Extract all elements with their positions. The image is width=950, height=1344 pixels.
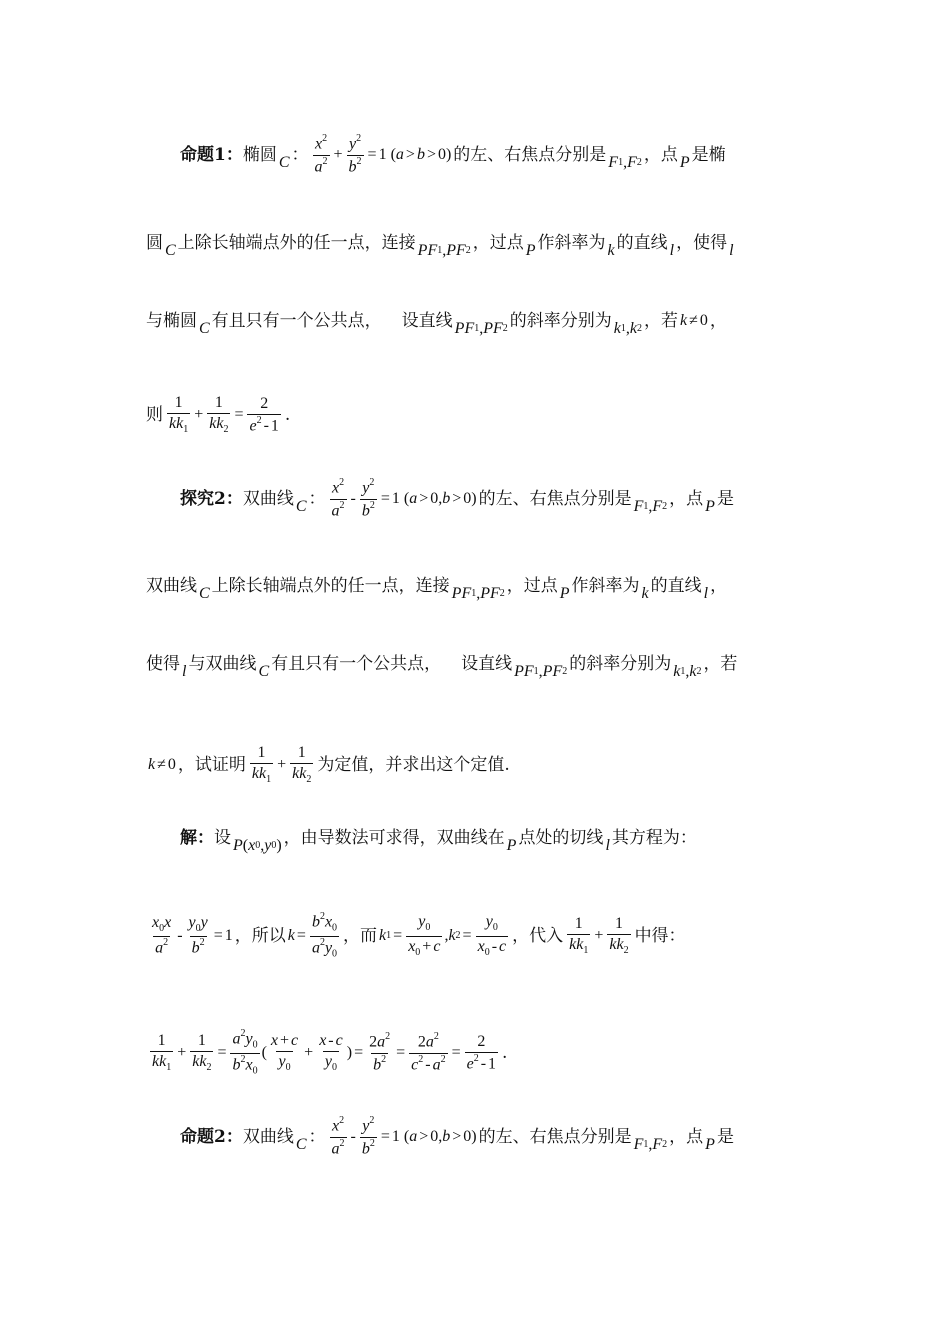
text: 的左、右焦点分别是 [478,1126,632,1147]
exploration-2-line-2 [146,568,810,604]
text: ， [709,310,727,331]
exploration-2-label: 探究2： [180,488,243,509]
math-C: C [258,663,270,680]
colon: ： [291,144,309,165]
proposition-1-line-2 [146,225,810,261]
text: ，所以 [234,925,286,946]
text: ，点 [669,1126,704,1147]
text: 上除长轴端点外的任一点，连接 [211,575,450,596]
proposition-2-label: 命题2： [180,1126,243,1147]
math-P: P [559,585,570,602]
math-P: P [506,837,517,854]
math-P: P [705,498,715,515]
text: 有且只有一个公共点， [211,310,382,331]
text: ，代入 [512,925,564,946]
exploration-2-line-3 [146,646,810,682]
math-P: P [525,242,536,259]
colon: ： [308,488,326,509]
proposition-1-line-3 [146,303,810,339]
text: 作斜率为 [537,232,606,253]
text: 双曲线 [242,1126,294,1147]
proposition-1-label: 命题1： [180,144,243,165]
exploration-2-line-1 [180,477,810,521]
math-C: C [165,242,176,259]
tangent-equation: $\frac{x_0x}{a^2}$ - $\frac{y_0y}{b^2}$ = 1 [152,914,233,957]
colon: ： [308,1126,326,1147]
text: 设直线 [401,310,453,331]
math-l: l [605,837,610,854]
math-PF1PF2: PF 1 , PF 2 [417,242,471,259]
math-l: l [729,242,734,259]
text: 是 [716,488,734,509]
sum-expression: $\frac{1}{kk_1}$ + $\frac{1}{kk_2}$ [251,743,312,786]
text: 的斜率分别为 [509,310,612,331]
math-k-neq-0: k ≠ 0 [148,756,176,773]
solution-derivation [146,1025,810,1081]
math-k-neq-0: k ≠ 0 [679,312,708,329]
math-k1k2: k 1 , k 2 [673,663,702,680]
text: 双曲线 [146,575,197,596]
text: . [502,1042,508,1063]
math-F1F2: F 1 , F 2 [633,1136,668,1153]
proposition-2-line-1 [180,1115,810,1159]
math-F1F2: F 1 , F 2 [633,498,668,515]
ellipse-equation: $\frac{x^2}{a^2}$ + $\frac{y^2}{b^2}$ = 1 ( a > b > 0) [314,133,452,175]
text: 设 [214,827,231,848]
text: 其方程为： [611,827,697,848]
derivation-equation: $\frac{1}{kk_1}$ + $\frac{1}{kk_2}$ = $\frac{a^2y_0}{b^2x_0}$ ( $\frac{x + c}{y_0}$ + $\frac{x - c}{y_0}$ ) = $\frac{2a^2}{b^2}$ = $\frac{2a^2}{c^2 - a^2}$ = $\frac{2}{e^2 - 1}$ [152,1027,497,1077]
math-P-x0-y0: P ( x 0 , y 0 ) [233,837,282,854]
math-C: C [295,498,307,515]
text: ，过点 [506,575,558,596]
text: ，使得 [676,232,728,253]
text: 的直线 [616,232,668,253]
math-k1k2: k 1 , k 2 [613,320,642,337]
text: ，点 [643,144,678,165]
solution-line-1 [180,818,810,858]
text: 上除长轴端点外的任一点，连接 [177,232,416,253]
math-l: l [182,663,187,680]
text: ，试证明 [177,754,246,775]
text: 双曲线 [242,488,294,509]
slope-k-equation: k = $\frac{b^2x_0}{a^2y_0}$ [287,910,338,960]
solution-label: 解： [180,827,214,848]
text: ， [710,575,728,596]
math-l: l [703,585,709,602]
text: ，若 [703,653,738,674]
text: ，点 [669,488,704,509]
math-F1F2: F 1 , F 2 [608,154,642,171]
text: 设直线 [461,653,513,674]
math-l: l [669,242,675,259]
text: 作斜率为 [571,575,640,596]
text: 的斜率分别为 [569,653,672,674]
text: 是椭 [691,144,726,165]
text: 则 [146,404,163,425]
math-PF1PF2: PF 1 , PF 2 [451,585,505,602]
slopes-k1-k2-equation: k 1 = $\frac{y_0}{x_0 + c}$ , k 2 = $\frac{y_0}{x_0 - c}$ [379,913,507,958]
text: 圆 [146,232,163,253]
text: 是 [716,1126,734,1147]
text: 椭圆 [242,144,277,165]
proposition-1-conclusion [146,390,810,440]
text: 的左、右焦点分别是 [453,144,607,165]
hyperbola-equation: $\frac{x^2}{a^2}$ - $\frac{y^2}{b^2}$ = 1 ( a > 0, b > 0) [331,477,477,519]
math-C: C [199,320,210,337]
text: 的直线 [650,575,702,596]
text: . [284,404,291,425]
text: 有且只有一个公共点， [271,653,442,674]
text: 的左、右焦点分别是 [478,488,632,509]
math-k: k [641,585,649,602]
text: ，而 [343,925,378,946]
proposition-1-line-1 [180,135,810,175]
math-PF1PF2: PF 1 , PF 2 [514,663,568,680]
text: 与双曲线 [188,653,257,674]
exploration-2-line-4 [146,740,810,790]
math-C: C [278,154,290,171]
math-PF1PF2: PF 1 , PF 2 [454,320,508,337]
text: ，若 [643,310,678,331]
math-P: P [705,1136,715,1153]
text: 点处的切线 [518,827,604,848]
math-P: P [679,154,690,171]
math-C: C [199,585,210,602]
solution-line-2 [146,910,810,962]
text: 为定值，并求出这个定值. [317,754,510,775]
hyperbola-equation: $\frac{x^2}{a^2}$ - $\frac{y^2}{b^2}$ = 1 ( a > 0, b > 0) [331,1115,477,1157]
sum-expression: $\frac{1}{kk_1}$ + $\frac{1}{kk_2}$ [569,914,629,957]
text: 中得： [634,925,686,946]
conclusion-equation: $\frac{1}{kk_1}$ + $\frac{1}{kk_2}$ = $\frac{2}{e^2 - 1}$ [169,393,279,436]
math-k: k [607,242,615,259]
math-C: C [295,1136,307,1153]
text: 使得 [146,653,180,674]
text: ，由导数法可求得，双曲线在 [283,827,505,848]
text: 与椭圆 [146,310,197,331]
text: ，过点 [472,232,524,253]
